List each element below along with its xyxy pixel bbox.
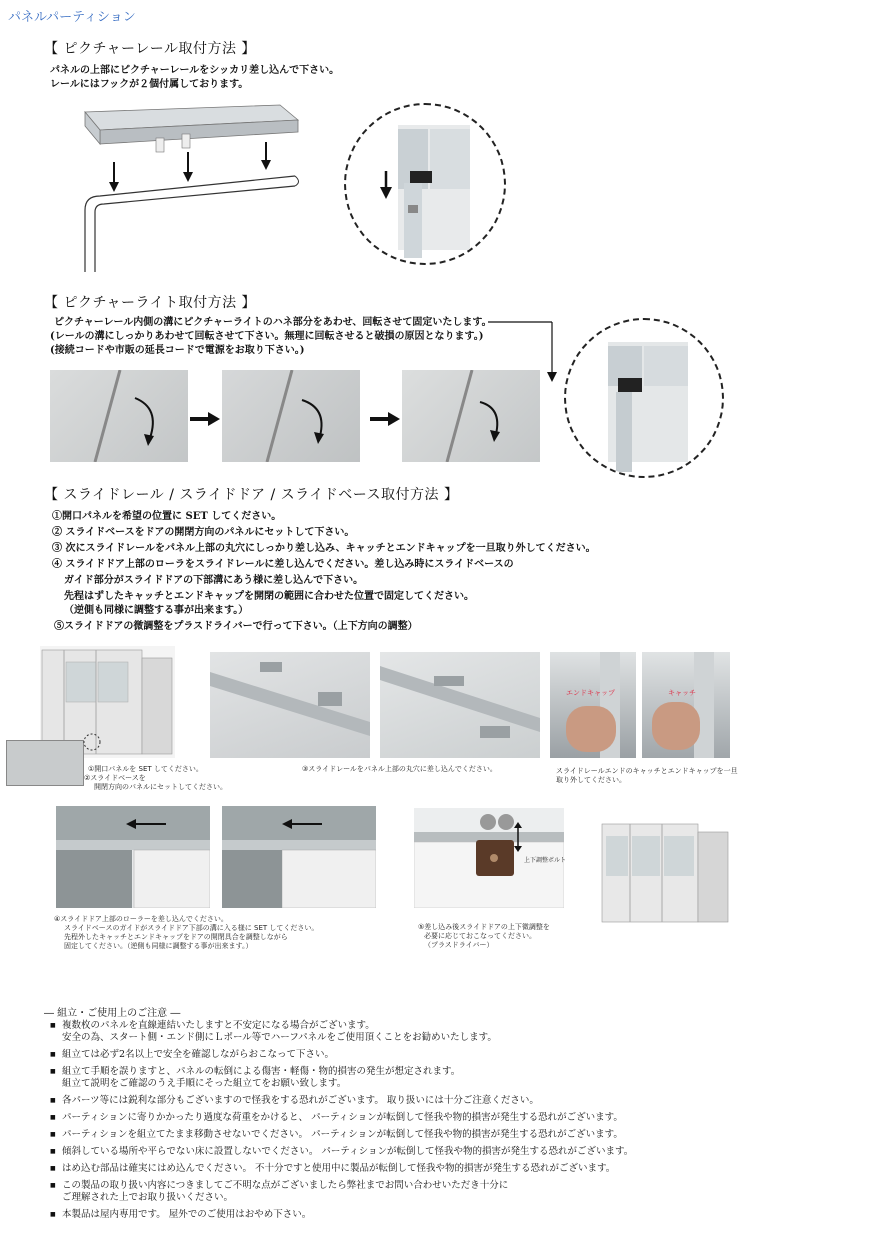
note-line: 安全の為、スタート側・エンド側にＬポール等でハーフパネルをご使用頂くことをお勧めいたします。 xyxy=(62,1032,497,1043)
slide-step-1: ①開口パネルを希望の位置に SET してください。 xyxy=(52,511,282,522)
slide-base-closeup xyxy=(6,740,84,786)
slide-step-5: ⑤スライドドアの微調整をプラスドライバーで行って下さい。（上下方向の調整） xyxy=(54,621,418,632)
note-item xyxy=(48,1163,868,1175)
note-item xyxy=(48,1066,868,1090)
note-item xyxy=(48,1180,868,1204)
rail-insert-photo-1 xyxy=(210,652,370,758)
caption-step3: ③スライドレールをパネル上部の丸穴に差し込んでください。 xyxy=(302,765,497,773)
note-line: ■ 各パーツ等には鋭利な部分もございますので怪我をする恐れがございます。 取り扱いには十分ご注意ください。 xyxy=(62,1095,539,1106)
rail-insert-photo-2 xyxy=(380,652,540,758)
note-line: ご理解された上でお取り扱いください。 xyxy=(62,1192,234,1203)
rail-instruction-2: レールにはフックが２個付属しております。 xyxy=(50,79,249,90)
label-adjust-bolt: 上下調整ボルト xyxy=(524,857,567,864)
light-instruction-2: (レールの溝にしっかりあわせて回転させて下さい。無理に回転させると破損の原因となります。) xyxy=(50,331,484,342)
finished-partition-photo xyxy=(596,818,732,926)
rail-detail-circle xyxy=(344,103,506,265)
right-arrow-icon xyxy=(370,412,400,426)
page-title: パネルパーティション xyxy=(8,10,136,25)
slide-step-4b: ガイド部分がスライドドアの下部溝にあう様に差し込んで下さい。 xyxy=(64,575,364,586)
note-item xyxy=(48,1129,868,1141)
light-detail-circle xyxy=(564,318,724,478)
label-endcap: エンドキャップ xyxy=(566,689,615,697)
note-item xyxy=(48,1020,868,1044)
door-insert-photo-1 xyxy=(56,806,210,908)
catch-photo xyxy=(642,652,730,758)
note-item xyxy=(48,1049,868,1061)
slide-step-4d: （逆側も同様に調整する事が出来ます。） xyxy=(64,605,249,616)
caption-step5b: 必要に応じておこなってください。 xyxy=(424,932,536,940)
notes-heading: ― 組立・ご使用上のご注意 ― xyxy=(44,1008,181,1019)
notes-list xyxy=(48,1020,868,1226)
caption-step4b: スライドベースのガイドがスライドドア下部の溝に入る様に SET してください。 xyxy=(64,924,319,932)
caption-step4c: 先程外したキャッチとエンドキャップをドアの開閉具合を調整しながら xyxy=(64,933,288,941)
section-heading-picture-rail: 【 ピクチャーレール取付方法 】 xyxy=(44,41,256,57)
caption-step1: ①開口パネルを SET してください。 xyxy=(88,765,203,773)
caption-endcap-1: スライドレールエンドのキャッチとエンドキャップを一旦 xyxy=(556,767,738,775)
light-step-photo-2 xyxy=(222,370,360,462)
note-item xyxy=(48,1095,868,1107)
caption-step4d: 固定してください。（逆側も同様に調整する事が出来ます。） xyxy=(64,942,253,950)
caption-step4a: ④スライドドア上部のローラーを差し込んでください。 xyxy=(54,915,228,923)
slide-step-4c: 先程はずしたキャッチとエンドキャップを開閉の範囲に合わせた位置で固定してください。 xyxy=(64,591,474,602)
note-line: ■ 本製品は屋内専用です。 屋外でのご使用はおやめ下さい。 xyxy=(62,1209,312,1220)
note-line: ■ 複数枚のパネルを直線連結いたしますと不安定になる場合がございます。 xyxy=(62,1020,375,1031)
note-line: ■ 組立て手順を誤りますと、パネルの転倒による傷害・軽傷・物的損害の発生が想定されます。 xyxy=(62,1066,461,1077)
note-line: ■ はめ込む部品は確実にはめ込んでください。 不十分ですと使用中に製品が転倒して怪我や物的損害が発生する恐れがございます。 xyxy=(62,1163,616,1174)
right-arrow-icon xyxy=(190,412,220,426)
caption-step5c: （プラスドライバー） xyxy=(424,941,494,949)
caption-step2b: 開閉方向のパネルにセットしてください。 xyxy=(94,783,227,791)
door-insert-photo-2 xyxy=(222,806,376,908)
light-instruction-3: (接続コードや市販の延長コードで電源をお取り下さい。) xyxy=(50,345,305,356)
light-instruction-1: ピクチャーレール内側の溝にピクチャーライトのハネ部分をあわせ、回転させて固定いたします。 xyxy=(54,317,492,328)
note-line: ■ パーティションを組立てたまま移動させないでください。 パーティションが転倒して怪我や物的損害が発生する恐れがございます。 xyxy=(62,1129,623,1140)
light-step-photo-1 xyxy=(50,370,188,462)
section-heading-slide: 【 スライドレール / スライドドア / スライドベース取付方法 】 xyxy=(44,487,459,503)
note-item xyxy=(48,1209,868,1221)
note-line: ■ パーティションに寄りかかったり過度な荷重をかけると、 パーティションが転倒して怪我や物的損害が発生する恐れがございます。 xyxy=(62,1112,623,1123)
dashed-circle-marker xyxy=(82,732,102,752)
caption-step5a: ⑤差し込み後スライドドアの上下微調整を xyxy=(418,923,550,931)
rail-instruction-1: パネルの上部にピクチャーレールをシッカリ差し込んで下さい。 xyxy=(50,65,340,76)
note-line: ■ この製品の取り扱い内容につきましてご不明な点がございましたら弊社までお問い合わせいただき十分に xyxy=(62,1180,509,1191)
note-item xyxy=(48,1112,868,1124)
slide-step-3: ③ 次にスライドレールをパネル上部の丸穴にしっかり差し込み、キャッチとエンドキャップを一旦取り外してください。 xyxy=(52,543,596,554)
slide-step-4: ④ スライドドア上部のローラをスライドレールに差し込んでください。差し込み時にスライドベースの xyxy=(52,559,514,570)
slide-step-2: ② スライドベースをドアの開閉方向のパネルにセットして下さい。 xyxy=(52,527,355,538)
endcap-photo xyxy=(550,652,636,758)
light-step-photo-3 xyxy=(402,370,540,462)
note-line: ■ 傾斜している場所や平らでない床に設置しないでください。 パーティションが転倒して怪我や物的損害が発生する恐れがございます。 xyxy=(62,1146,634,1157)
note-line: 組立て説明をご確認のうえ手順にそった組立てをお願い致します。 xyxy=(62,1078,347,1089)
caption-endcap-2: 取り外してください。 xyxy=(556,776,626,784)
label-catch: キャッチ xyxy=(668,689,696,697)
note-item xyxy=(48,1146,868,1158)
rail-illustration xyxy=(70,100,310,275)
note-line: ■ 組立ては必ず2名以上で安全を確認しながらおこなって下さい。 xyxy=(62,1049,335,1060)
caption-step2: ②スライドベースを xyxy=(84,774,146,782)
section-heading-picture-light: 【 ピクチャーライト取付方法 】 xyxy=(44,295,257,311)
